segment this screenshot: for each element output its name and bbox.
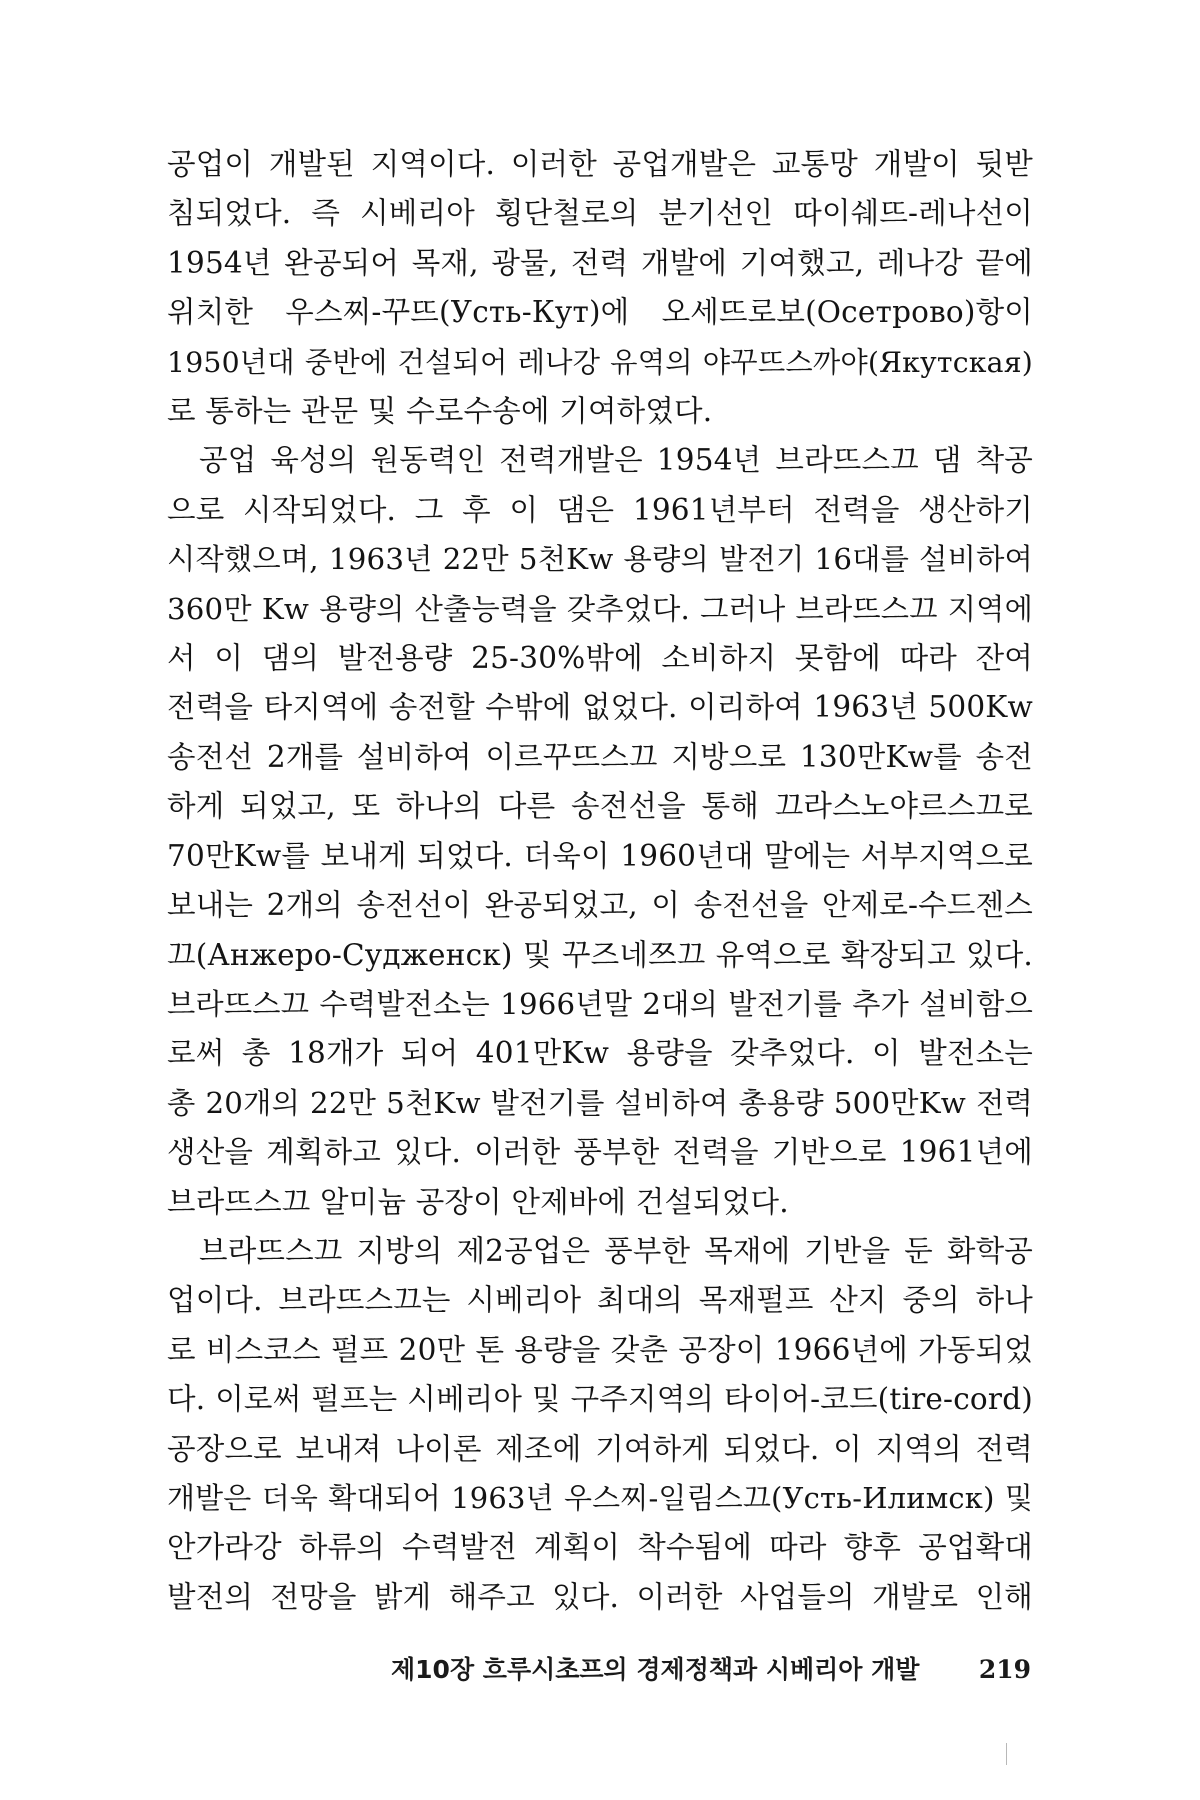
text-line: 70만Kw를 보내게 되었다. 더욱이 1960년대 말에는 서부지역으로: [167, 838, 1033, 873]
text-line: 으로 시작되었다. 그 후 이 댐은 1961년부터 전력을 생산하기: [167, 492, 1033, 527]
text-line: 1950년대 중반에 건설되어 레나강 유역의 야꾸뜨스까야(Якутская): [167, 345, 1033, 379]
text-line: 개발은 더욱 확대되어 1963년 우스찌-일림스끄(Усть-Илимск) 및: [167, 1480, 1033, 1515]
text-line: 시작했으며, 1963년 22만 5천Kw 용량의 발전기 16대를 설비하여: [167, 542, 1033, 577]
text-line: 공장으로 보내져 나이론 제조에 기여하게 되었다. 이 지역의 전력: [167, 1431, 1033, 1466]
text-line: 브라뜨스끄 수력발전소는 1966년말 2대의 발전기를 추가 설비함으: [167, 986, 1033, 1021]
text-line: 업이다. 브라뜨스끄는 시베리아 최대의 목재펄프 산지 중의 하나: [167, 1283, 1033, 1318]
scan-edge-mark: [1006, 1743, 1007, 1765]
text-line: 하게 되었고, 또 하나의 다른 송전선을 통해 끄라스노야르스끄로: [167, 789, 1033, 824]
text-line: 끄(Анжеро-Судженск) 및 꾸즈네쯔끄 유역으로 확장되고 있다.: [167, 937, 1033, 972]
body-text: [167, 140, 1033, 1622]
text-line: 발전의 전망을 밝게 해주고 있다. 이러한 사업들의 개발로 인해: [167, 1579, 1033, 1614]
text-line: 보내는 2개의 송전선이 완공되었고, 이 송전선을 안제로-수드젠스: [167, 888, 1033, 923]
paragraph-2: [167, 436, 1033, 1227]
text-line: 1954년 완공되어 목재, 광물, 전력 개발에 기여했고, 레나강 끝에: [167, 245, 1033, 280]
paragraph-1: [167, 140, 1033, 436]
running-head: 제10장 흐루시초프의 경제정책과 시베리아 개발: [391, 1655, 920, 1684]
text-line: 브라뜨스끄 알미늄 공장이 안제바에 건설되었다.: [167, 1184, 789, 1219]
text-line: 생산을 계획하고 있다. 이러한 풍부한 전력을 기반으로 1961년에: [167, 1135, 1033, 1170]
text-line: 송전선 2개를 설비하여 이르꾸뜨스끄 지방으로 130만Kw를 송전: [167, 739, 1033, 774]
text-line: 안가라강 하류의 수력발전 계획이 착수됨에 따라 향후 공업확대: [167, 1530, 1033, 1565]
text-line: 공업이 개발된 지역이다. 이러한 공업개발은 교통망 개발이 뒷받: [167, 147, 1033, 181]
text-line: 침되었다. 즉 시베리아 횡단철로의 분기선인 따이쉐뜨-레나선이: [167, 196, 1033, 231]
text-line: 총 20개의 22만 5천Kw 발전기를 설비하여 총용량 500만Kw 전력: [167, 1085, 1033, 1120]
paragraph-3: [167, 1227, 1033, 1622]
text-line: 로써 총 18개가 되어 401만Kw 용량을 갖추었다. 이 발전소는: [167, 1036, 1033, 1071]
text-line: 전력을 타지역에 송전할 수밖에 없었다. 이리하여 1963년 500Kw: [167, 690, 1033, 725]
text-line: 360만 Kw 용량의 산출능력을 갖추었다. 그러나 브라뜨스끄 지역에: [167, 591, 1033, 626]
text-line: 다. 이로써 펄프는 시베리아 및 구주지역의 타이어-코드(tire-cord): [167, 1382, 1033, 1417]
page-footer: [391, 1652, 1031, 1688]
text-line: 로 비스코스 펄프 20만 톤 용량을 갖춘 공장이 1966년에 가동되었: [167, 1332, 1033, 1367]
page-number: 219: [978, 1655, 1031, 1684]
text-line: 로 통하는 관문 및 수로수송에 기여하였다.: [167, 394, 713, 429]
text-line: 브라뜨스끄 지방의 제2공업은 풍부한 목재에 기반을 둔 화학공: [199, 1233, 1033, 1268]
text-line: 공업 육성의 원동력인 전력개발은 1954년 브라뜨스끄 댐 착공: [199, 443, 1033, 478]
text-line: 위치한 우스찌-꾸뜨(Усть-Кут)에 오세뜨로보(Осетрово)항이: [167, 295, 1033, 330]
text-line: 서 이 댐의 발전용량 25-30%밖에 소비하지 못함에 따라 잔여: [167, 641, 1033, 676]
